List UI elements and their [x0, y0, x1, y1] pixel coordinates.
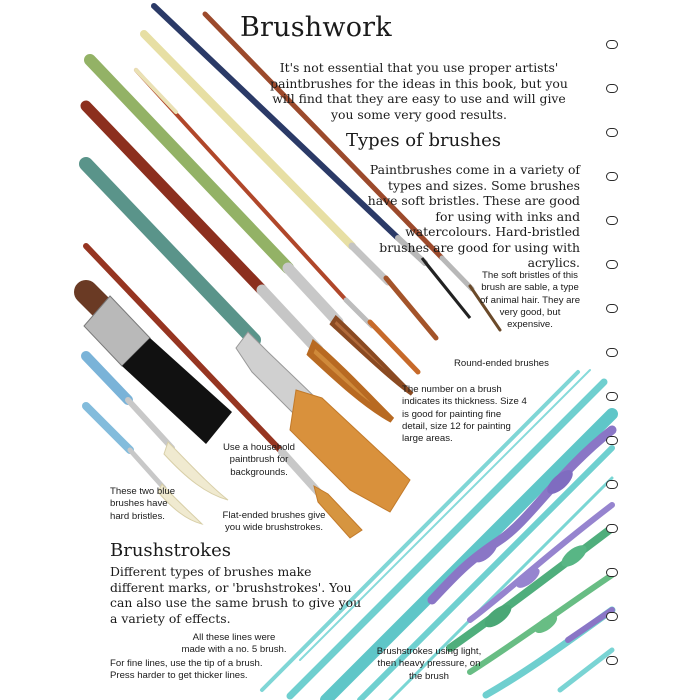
brushstrokes-paragraph: Different types of brushes make different marks, or 'brushstrokes'. You can also use the same brush to give you a variety of effects.: [110, 564, 362, 626]
caption-pressure: Brushstrokes using light, then heavy pressure, on the brush: [376, 646, 482, 682]
caption-fine-lines: For fine lines, use the tip of a brush. Press harder to get thicker lines.: [110, 658, 263, 682]
types-heading: Types of brushes: [346, 130, 501, 151]
brushstrokes-heading: Brushstrokes: [110, 540, 231, 561]
page-title: Brushwork: [240, 12, 392, 43]
teal-thin-stroke-2: [560, 650, 612, 690]
caption-blue-brushes: These two blue brushes have hard bristles.: [110, 486, 176, 522]
types-paragraph: Paintbrushes come in a variety of types and sizes. Some brushes have soft bristles. These are good for using with inks and watercolours. Hard-bristled brushes are good for using with acrylics.: [367, 162, 580, 270]
caption-round-ended: Round-ended brushes: [454, 358, 549, 369]
caption-sable: The soft bristles of this brush are sable, a type of animal hair. They are very good, but expensive.: [479, 270, 581, 331]
intro-paragraph: It's not essential that you use proper artists' paintbrushes for the ideas in this book, but you will find that they are easy to use and will give you some very good results.: [270, 60, 568, 122]
caption-flat-ended: Flat-ended brushes give you wide brushstrokes.: [222, 510, 326, 534]
caption-household: Use a household paintbrush for backgrounds.: [222, 442, 295, 478]
caption-no5-brush: All these lines were made with a no. 5 brush.: [181, 632, 287, 656]
caption-number: The number on a brush indicates its thickness. Size 4 is good for painting fine detail, size 12 for painting large areas.: [402, 384, 527, 445]
